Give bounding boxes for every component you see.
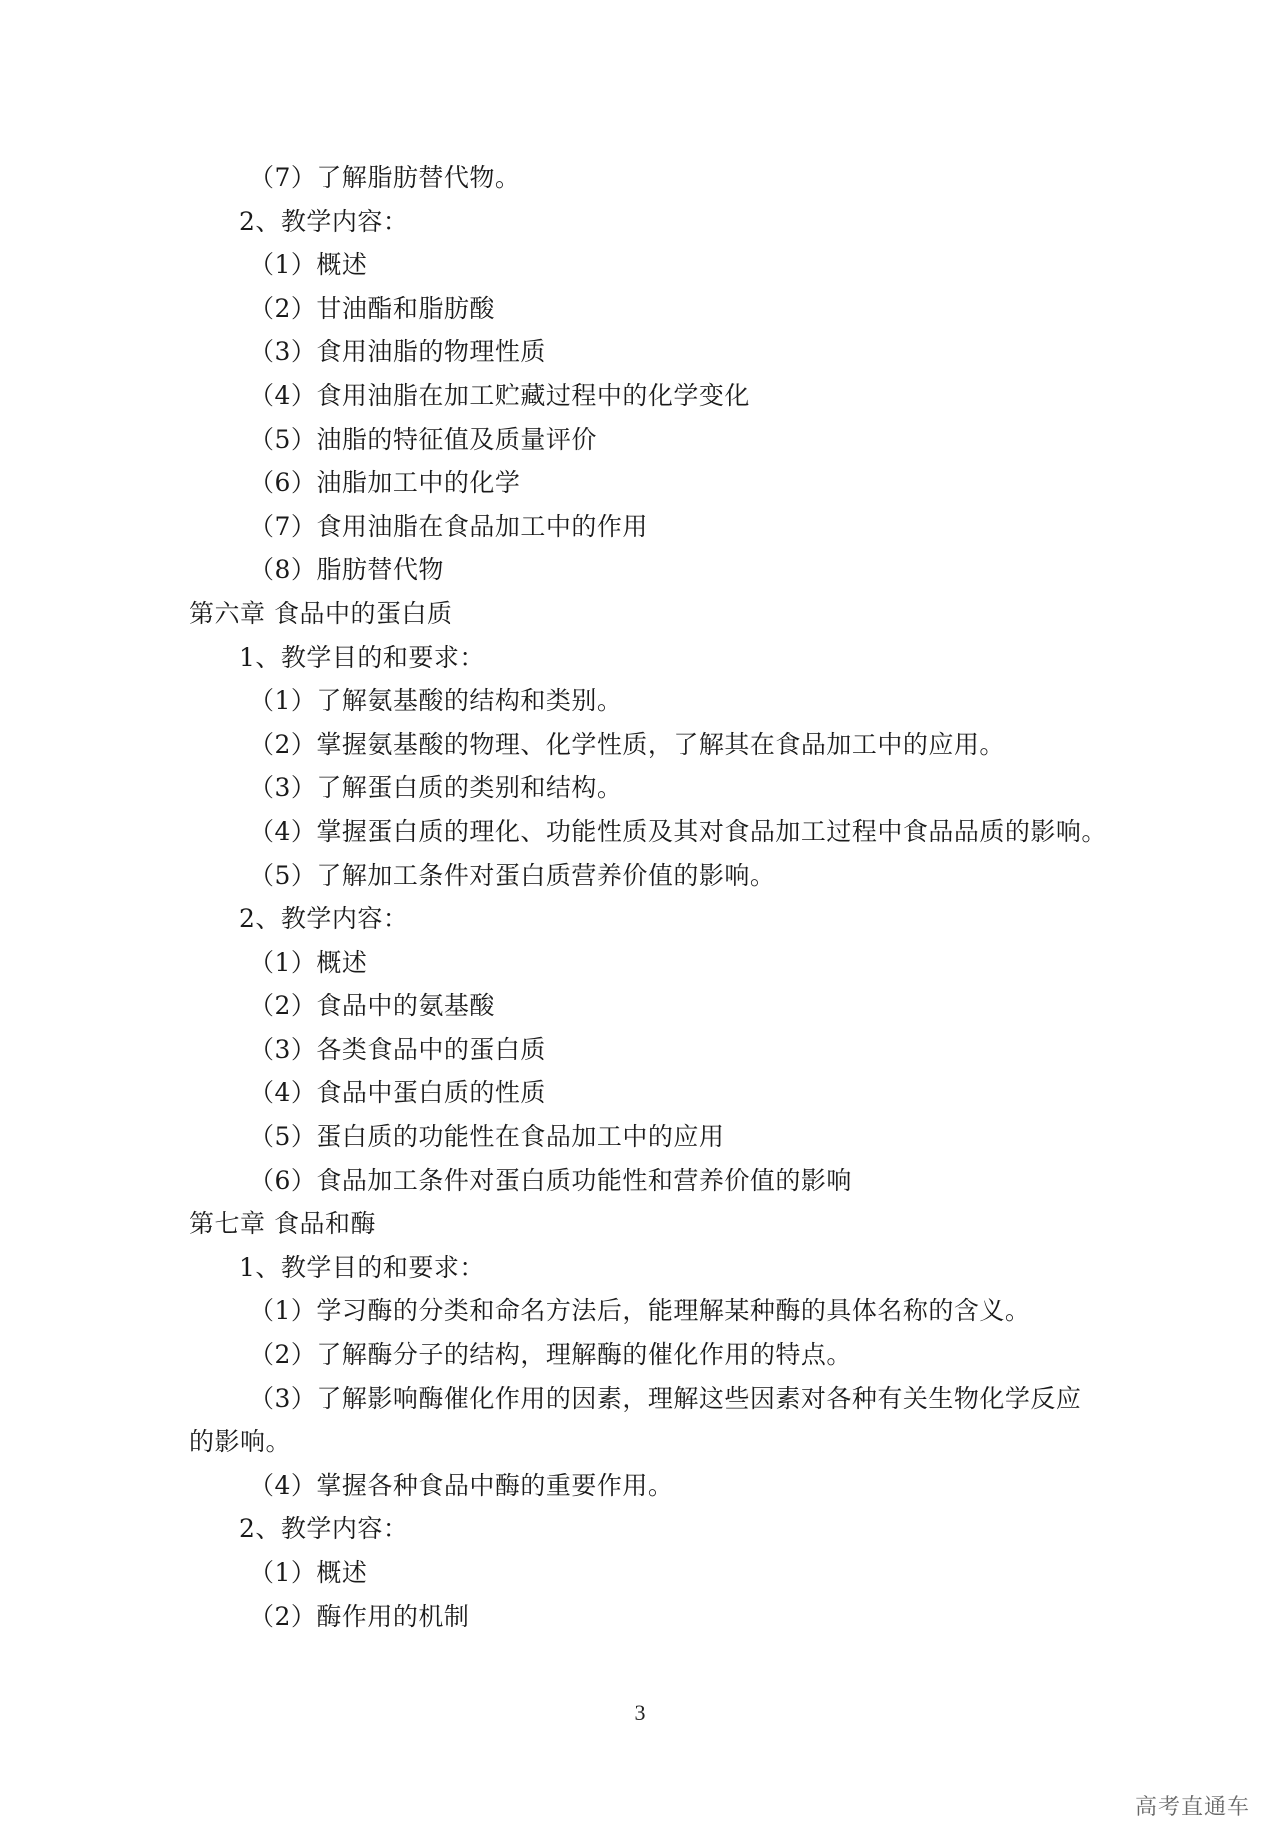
list-item: （2）了解酶分子的结构，理解酶的催化作用的特点。	[249, 1340, 852, 1370]
list-item: （2）甘油酯和脂肪酸	[249, 293, 495, 323]
list-item: （5）了解加工条件对蛋白质营养价值的影响。	[249, 860, 776, 890]
list-item: （3）了解影响酶催化作用的因素，理解这些因素对各种有关生物化学反应	[249, 1383, 1082, 1413]
chapter-heading: 第六章 食品中的蛋白质	[189, 598, 453, 628]
list-item: （3）了解蛋白质的类别和结构。	[249, 773, 623, 803]
list-item: （1）学习酶的分类和命名方法后，能理解某种酶的具体名称的含义。	[249, 1296, 1031, 1326]
list-item: （1）概述	[249, 947, 368, 977]
watermark: 高考直通车	[1134, 1795, 1250, 1820]
section-heading: 2、教学内容：	[239, 904, 409, 934]
list-item: （4）掌握各种食品中酶的重要作用。	[249, 1470, 674, 1500]
list-item: （5）蛋白质的功能性在食品加工中的应用	[249, 1122, 725, 1152]
list-item: （1）概述	[249, 1558, 368, 1587]
list-item-continuation: 的影响。	[189, 1427, 292, 1457]
list-item: （2）食品中的氨基酸	[249, 991, 495, 1021]
section-heading: 2、教学内容：	[239, 206, 409, 236]
page-number: 3	[634, 1700, 646, 1725]
list-item: （3）食用油脂的物理性质	[249, 337, 546, 367]
list-item: （4）掌握蛋白质的理化、功能性质及其对食品加工过程中食品品质的影响。	[249, 816, 1107, 846]
document-body	[189, 156, 1109, 1638]
list-item: （7）食用油脂在食品加工中的作用	[249, 511, 648, 541]
section-heading: 1、教学目的和要求：	[239, 1252, 485, 1282]
list-item: （6）油脂加工中的化学	[249, 468, 521, 498]
list-item: （4）食品中蛋白质的性质	[249, 1078, 546, 1108]
list-item: （3）各类食品中的蛋白质	[249, 1034, 546, 1064]
list-item: （5）油脂的特征值及质量评价	[249, 424, 597, 454]
list-item: （8）脂肪替代物	[249, 555, 444, 585]
chapter-heading: 第七章 食品和酶	[189, 1209, 376, 1239]
list-item: （7）了解脂肪替代物。	[249, 163, 521, 192]
list-item: （4）食用油脂在加工贮藏过程中的化学变化	[249, 380, 750, 410]
list-item: （1）概述	[249, 250, 368, 280]
section-heading: 1、教学目的和要求：	[239, 642, 485, 672]
list-item: （1）了解氨基酸的结构和类别。	[249, 686, 623, 716]
list-item: （2）掌握氨基酸的物理、化学性质，了解其在食品加工中的应用。	[249, 729, 1005, 759]
list-item: （6）食品加工条件对蛋白质功能性和营养价值的影响	[249, 1165, 852, 1195]
list-item: （2）酶作用的机制	[249, 1601, 470, 1631]
section-heading: 2、教学内容：	[239, 1514, 409, 1544]
